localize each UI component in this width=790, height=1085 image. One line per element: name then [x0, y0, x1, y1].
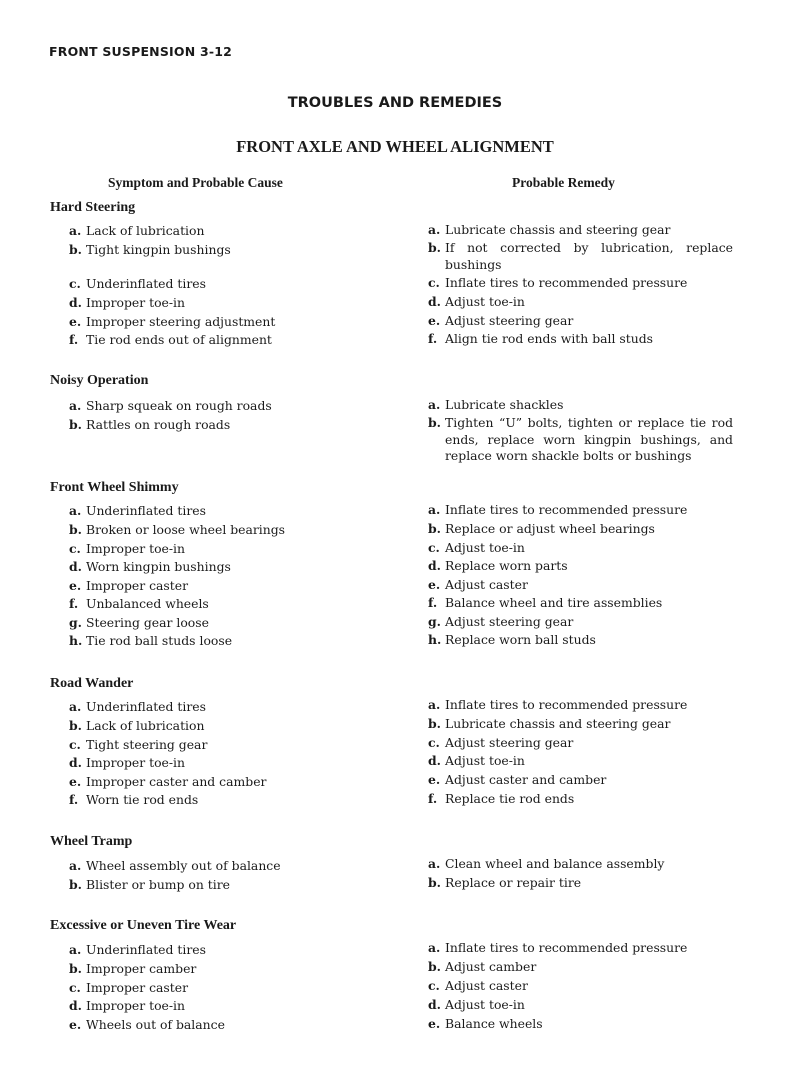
- remedy-item: d. Replace worn parts: [428, 558, 568, 573]
- column-header-remedy: Probable Remedy: [512, 175, 615, 190]
- remedy-item: e. Adjust steering gear: [428, 313, 574, 328]
- cause-item: d. Improper toe-in: [69, 295, 185, 310]
- cause-item: f. Tie rod ends out of alignment: [69, 332, 272, 347]
- remedy-item: c. Adjust caster: [428, 978, 528, 993]
- remedy-item: a. Inflate tires to recommended pressure: [428, 697, 688, 712]
- page-title: TROUBLES AND REMEDIES: [287, 95, 503, 111]
- section-heading: Front Wheel Shimmy: [50, 480, 179, 495]
- remedy-item: b. Adjust camber: [428, 959, 537, 974]
- cause-item: f. Unbalanced wheels: [69, 596, 209, 611]
- remedy-item: c. Inflate tires to recommended pressure: [428, 275, 688, 290]
- cause-item: b. Lack of lubrication: [69, 718, 205, 733]
- cause-item: h. Tie rod ball studs loose: [69, 633, 233, 648]
- cause-item: a. Underinflated tires: [69, 503, 206, 518]
- remedy-item: c. Adjust steering gear: [428, 735, 574, 750]
- section-heading: Road Wander: [50, 676, 134, 691]
- cause-item: b. Blister or bump on tire: [69, 877, 230, 892]
- cause-item: c. Tight steering gear: [69, 737, 208, 752]
- cause-item: e. Improper caster and camber: [69, 774, 267, 789]
- remedy-item: c. Adjust toe-in: [428, 540, 525, 555]
- cause-item: d. Worn kingpin bushings: [69, 559, 231, 574]
- remedy-item: b. Lubricate chassis and steering gear: [428, 716, 671, 731]
- cause-item: g. Steering gear loose: [69, 615, 209, 630]
- section-heading: Hard Steering: [50, 200, 136, 215]
- cause-item: b. Rattles on rough roads: [69, 417, 231, 432]
- cause-item: f. Worn tie rod ends: [69, 792, 199, 807]
- remedy-item: f. Align tie rod ends with ball studs: [428, 331, 653, 346]
- remedy-item: d. Adjust toe-in: [428, 997, 525, 1012]
- remedy-item: a. Lubricate shackles: [428, 397, 564, 412]
- remedy-item: d. Adjust toe-in: [428, 753, 525, 768]
- cause-item: a. Lack of lubrication: [69, 223, 205, 238]
- remedy-item: e. Adjust caster and camber: [428, 772, 607, 787]
- remedy-item: e. Adjust caster: [428, 577, 528, 592]
- remedy-item: b. Replace or adjust wheel bearings: [428, 521, 655, 536]
- section-heading: Wheel Tramp: [50, 834, 133, 849]
- cause-item: b. Broken or loose wheel bearings: [69, 522, 286, 537]
- cause-item: c. Underinflated tires: [69, 276, 206, 291]
- remedy-item: b. If not corrected by lubrication, replace bushings: [428, 240, 733, 272]
- section-heading: Noisy Operation: [50, 373, 149, 388]
- page-subtitle: FRONT AXLE AND WHEEL ALIGNMENT: [236, 137, 554, 156]
- remedy-item: a. Lubricate chassis and steering gear: [428, 222, 671, 237]
- remedy-item: a. Inflate tires to recommended pressure: [428, 502, 688, 517]
- remedy-item: e. Balance wheels: [428, 1016, 543, 1031]
- column-header-cause: Symptom and Probable Cause: [108, 175, 283, 190]
- cause-item: c. Improper toe-in: [69, 541, 185, 556]
- cause-item: a. Underinflated tires: [69, 942, 206, 957]
- cause-item: e. Improper steering adjustment: [69, 314, 276, 329]
- cause-item: d. Improper toe-in: [69, 998, 185, 1013]
- cause-item: c. Improper caster: [69, 980, 189, 995]
- cause-item: a. Sharp squeak on rough roads: [69, 398, 272, 413]
- remedy-item: b. Replace or repair tire: [428, 875, 582, 890]
- remedy-item: f. Balance wheel and tire assemblies: [428, 595, 663, 610]
- remedy-item: d. Adjust toe-in: [428, 294, 525, 309]
- remedy-item: f. Replace tie rod ends: [428, 791, 575, 806]
- remedy-item: a. Clean wheel and balance assembly: [428, 856, 665, 871]
- remedy-item: a. Inflate tires to recommended pressure: [428, 940, 688, 955]
- running-head: FRONT SUSPENSION 3-12: [49, 44, 233, 59]
- cause-item: b. Tight kingpin bushings: [69, 242, 231, 257]
- cause-item: b. Improper camber: [69, 961, 197, 976]
- remedy-item: h. Replace worn ball studs: [428, 632, 596, 647]
- cause-item: e. Wheels out of balance: [69, 1017, 225, 1032]
- section-heading: Excessive or Uneven Tire Wear: [50, 918, 237, 933]
- cause-item: a. Underinflated tires: [69, 699, 206, 714]
- cause-item: a. Wheel assembly out of balance: [69, 858, 281, 873]
- remedy-item: g. Adjust steering gear: [428, 614, 574, 629]
- remedy-item: b. Tighten “U” bolts, tighten or replace tie rod ends, replace worn kingpin bushings, and replace worn shackle bolts or bushings: [428, 415, 733, 463]
- cause-item: e. Improper caster: [69, 578, 189, 593]
- cause-item: d. Improper toe-in: [69, 755, 185, 770]
